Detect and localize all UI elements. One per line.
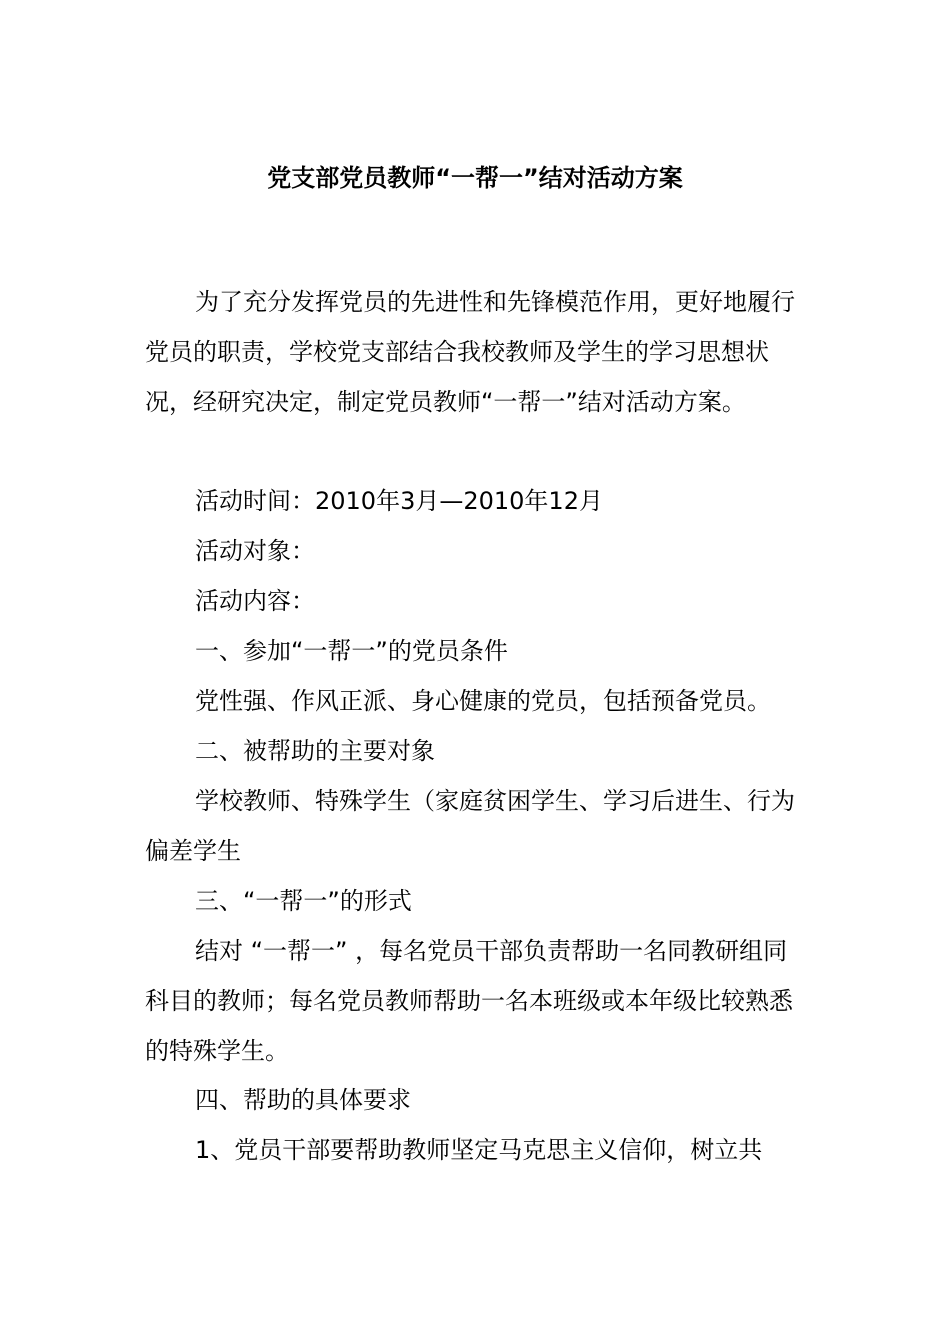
- section-2-text: 学校教师、特殊学生（家庭贫困学生、学习后进生、行为偏差学生: [145, 787, 795, 865]
- activity-target: 活动对象：: [195, 537, 315, 565]
- activity-content: 活动内容：: [195, 587, 315, 615]
- section-1-text: 党性强、作风正派、身心健康的党员，包括预备党员。: [195, 687, 771, 715]
- section-heading-1: 一、参加“一帮一”的党员条件: [195, 637, 508, 665]
- section-heading-3: 三、“一帮一”的形式: [195, 887, 412, 915]
- intro-paragraph: 为了充分发挥党员的先进性和先锋模范作用，更好地履行党员的职责，学校党支部结合我校教师及学生的学习思想状况，经研究决定，制定党员教师“一帮一”结对活动方案。: [145, 288, 795, 416]
- section-heading-2: 二、被帮助的主要对象: [195, 737, 435, 765]
- document-title: 党支部党员教师“一帮一”结对活动方案: [267, 164, 683, 192]
- section-4-item-1: 1、党员干部要帮助教师坚定马克思主义信仰，树立共: [195, 1136, 763, 1164]
- activity-time: 活动时间：2010年3月—2010年12月: [195, 487, 603, 515]
- section-3-text: 结对 “一帮一” ，每名党员干部负责帮助一名同教研组同科目的教师；每名党员教师帮助一名本班级或本年级比较熟悉的特殊学生。: [145, 937, 793, 1065]
- section-heading-4: 四、帮助的具体要求: [195, 1086, 411, 1114]
